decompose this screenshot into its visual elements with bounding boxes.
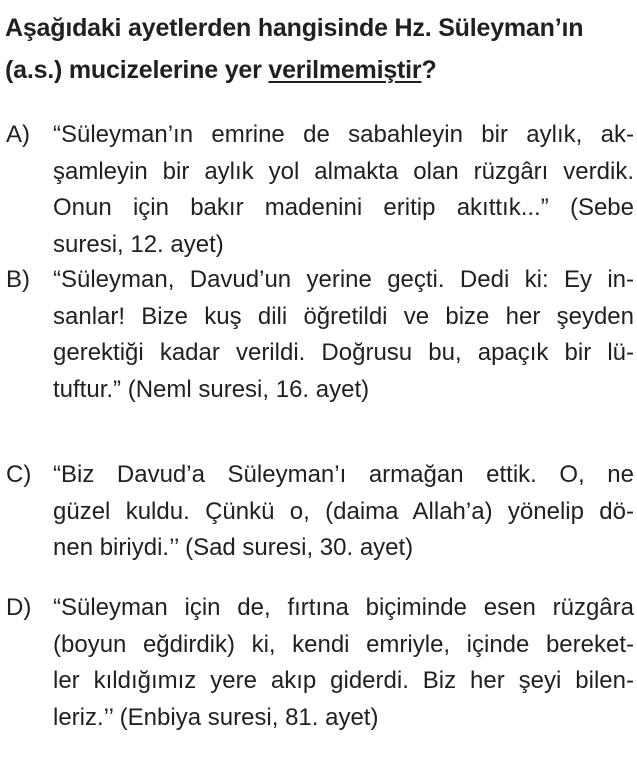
question-negative-emphasis: verilmemiştir [268, 56, 422, 84]
option-d-letter: D) [6, 594, 32, 621]
option-c-line-2: güzel kuldu. Çünkü o, (daima Allah’a) yönelip dö- [53, 497, 634, 525]
option-b-line-3: gerektiği kadar verildi. Doğrusu bu, apaçık bir lü- [53, 339, 634, 366]
option-c-letter: C) [6, 461, 32, 488]
option-a-letter: A) [6, 121, 30, 148]
option-d-line-4: leriz.’’ (Enbiya suresi, 81. ayet) [53, 703, 379, 731]
question-stem [5, 7, 633, 91]
option-d-line-2: (boyun eğdirdik) ki, kendi emriyle, içinde bereket- [53, 630, 634, 658]
option-a-line-2: şamleyin bir aylık yol almakta olan rüzgârı verdik. [53, 157, 634, 185]
option-c-line-1: “Biz Davud’a Süleyman’ı armağan ettik. O, ne [53, 461, 634, 488]
question-mark: ? [421, 56, 437, 84]
option-a-line-4: suresi, 12. ayet) [53, 230, 224, 258]
option-d-line-1: “Süleyman için de, fırtına biçiminde esen rüzgâra [53, 594, 634, 621]
option-c[interactable] [6, 457, 634, 567]
option-c-line-3: nen biriydi.’’ (Sad suresi, 30. ayet) [53, 534, 414, 561]
question-line-1: Aşağıdaki ayetlerden hangisinde Hz. Süleyman’ın [5, 14, 584, 42]
option-b-line-2: sanlar! Bize kuş dili öğretildi ve bize her şeyden [53, 302, 634, 330]
question-line-2 [5, 49, 633, 91]
option-d-line-3: ler kıldığımız yere akıp giderdi. Biz her şeyi bilen- [53, 667, 634, 694]
option-d[interactable] [6, 590, 634, 736]
option-b-line-4: tuftur.” (Neml suresi, 16. ayet) [53, 375, 370, 403]
option-b-text [53, 262, 634, 408]
option-b-line-1: “Süleyman, Davud’un yerine geçti. Dedi ki: Ey in- [53, 266, 634, 293]
option-b-letter: B) [6, 266, 30, 293]
option-b[interactable] [6, 262, 634, 408]
option-c-text [53, 457, 634, 567]
option-a-text [53, 117, 634, 263]
option-a-line-1: “Süleyman’ın emrine de sabahleyin bir aylık, ak- [53, 121, 634, 148]
option-d-text [53, 590, 634, 736]
question-line-2-prefix: (a.s.) mucizelerine yer [5, 56, 269, 84]
option-a-line-3: Onun için bakır madenini eritip akıttık...” (Sebe [53, 194, 634, 221]
option-a[interactable] [6, 117, 634, 263]
